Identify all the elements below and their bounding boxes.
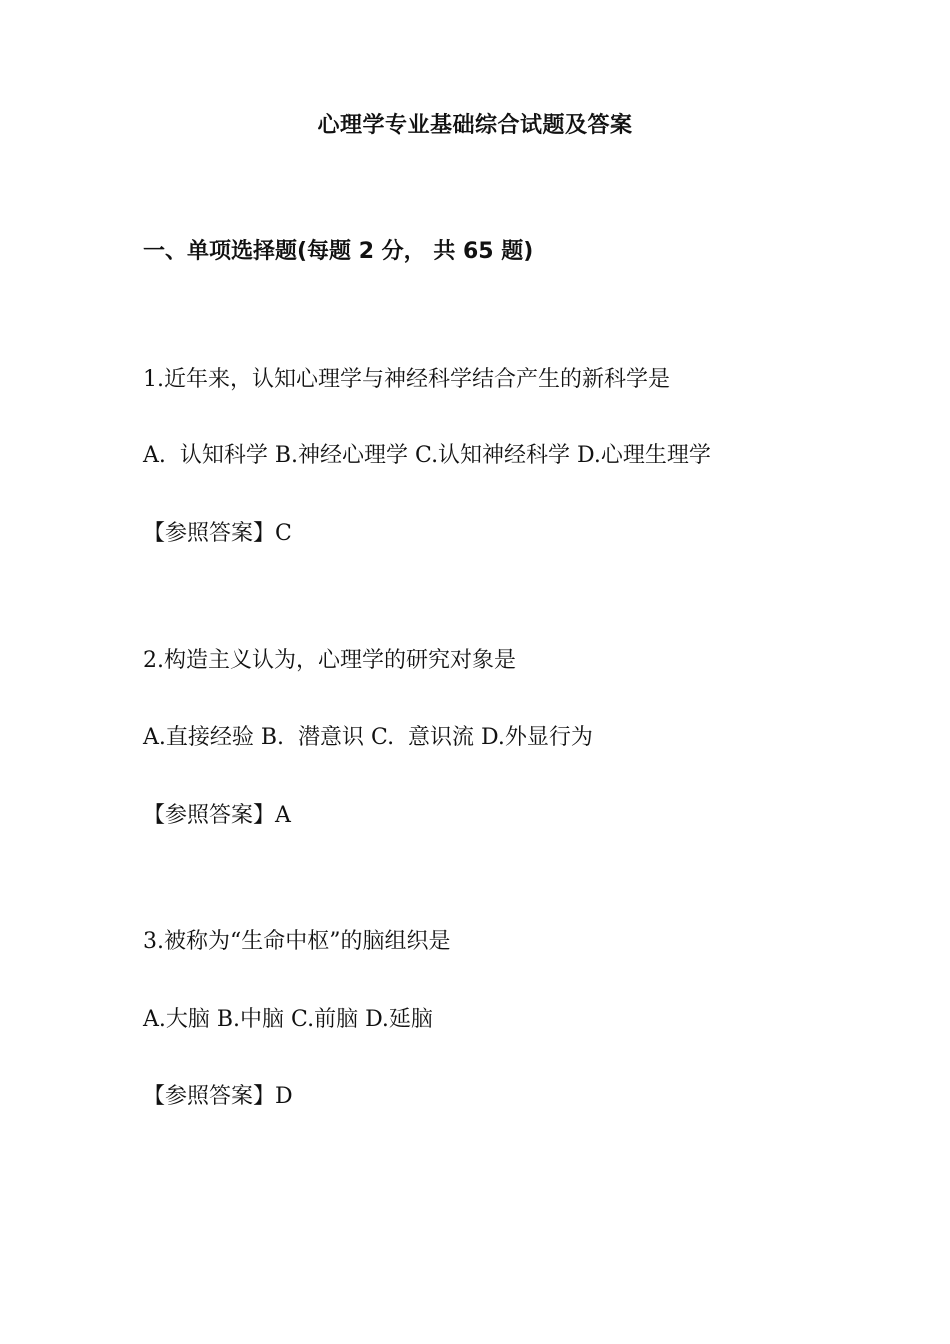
question-2-stem: 2.构造主义认为，心理学的研究对象是 xyxy=(143,648,516,673)
question-3-stem: 3.被称为“生命中枢”的脑组织是 xyxy=(143,929,451,954)
section-heading: 一、单项选择题(每题 2 分， 共 65 题) xyxy=(143,239,534,264)
question-3-answer: 【参照答案】D xyxy=(143,1084,293,1109)
question-1-options: A. 认知科学 B.神经心理学 C.认知神经科学 D.心理生理学 xyxy=(143,443,711,468)
question-2-answer: 【参照答案】A xyxy=(143,803,291,828)
document-title: 心理学专业基础综合试题及答案 xyxy=(317,113,633,138)
question-2-options: A.直接经验 B. 潜意识 C. 意识流 D.外显行为 xyxy=(143,725,593,750)
question-1-answer: 【参照答案】C xyxy=(143,521,292,546)
question-1-stem: 1.近年来，认知心理学与神经科学结合产生的新科学是 xyxy=(143,367,670,392)
question-3-options: A.大脑 B.中脑 C.前脑 D.延脑 xyxy=(143,1007,433,1032)
